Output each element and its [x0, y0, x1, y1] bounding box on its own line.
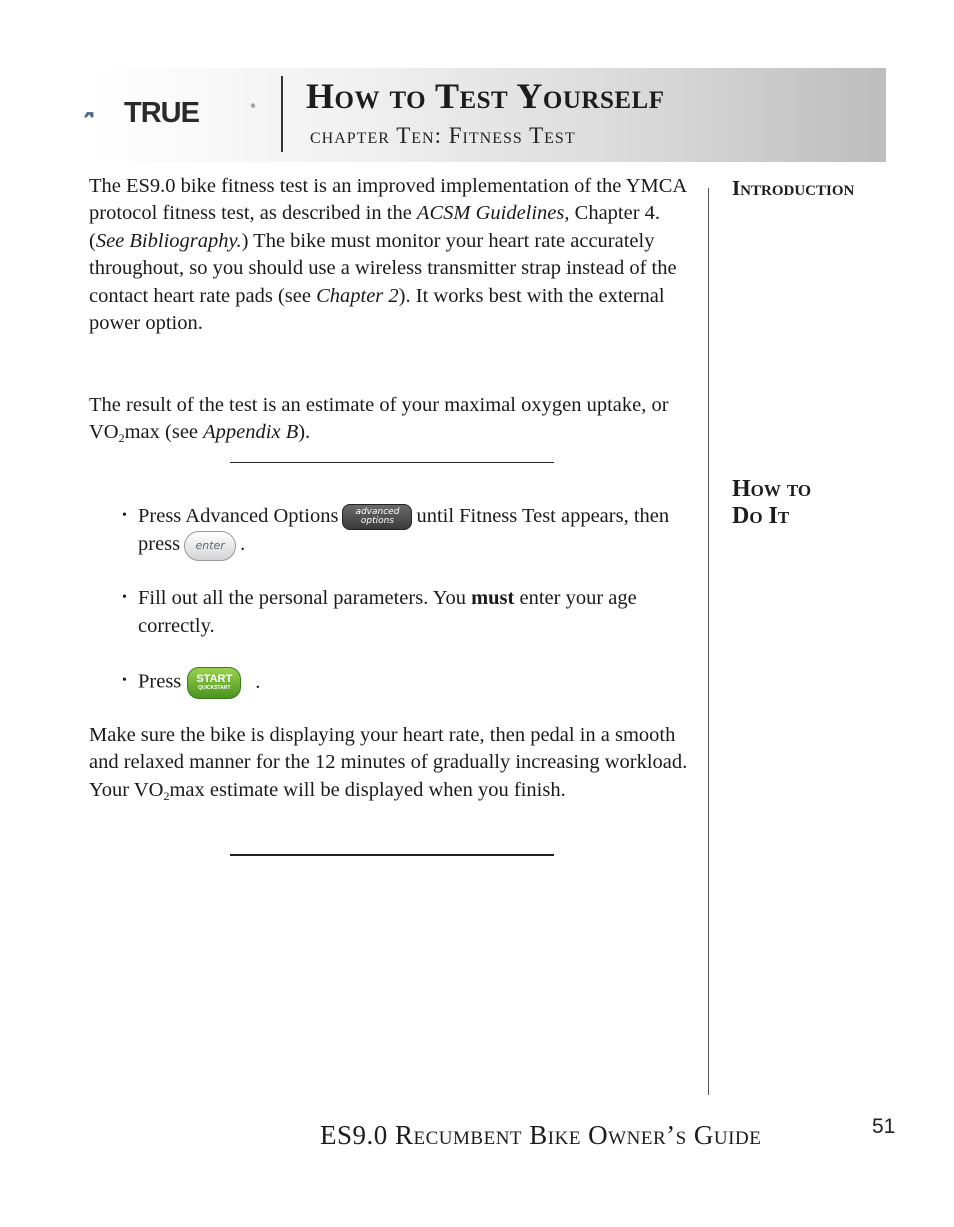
acsm-guidelines-ref: ACSM Guidelines: [416, 202, 565, 225]
p2-text-c: ).: [298, 421, 311, 444]
step-2-text-b: enter your age correctly.: [138, 587, 637, 637]
sidebar-how-to-line2: Do It: [732, 503, 790, 529]
p1-text-a: The ES9.0 bike fitness test is an improved implementation of the YMCA protocol fitness test, as described in the: [89, 175, 687, 225]
step-3-text-b: .: [255, 670, 261, 693]
advanced-options-label-2: options: [360, 516, 395, 527]
intro-paragraph: [89, 173, 699, 337]
true-logo-mark: [84, 104, 124, 126]
sidebar-how-to-line1: How to: [732, 476, 812, 502]
step-2-text-a: Fill out all the personal parameters. You: [138, 587, 472, 609]
procedure-paragraph: [89, 722, 699, 804]
p3-text-a: Make sure the bike is displaying your heart rate, then pedal in a smooth and relaxed manner for the 12 minutes of gradually increasing workload. Your VO: [89, 724, 688, 801]
enter-button[interactable]: enter: [184, 531, 236, 561]
header-divider: [281, 76, 283, 152]
sidebar-rule: [708, 188, 709, 1095]
section-divider-top: [230, 462, 554, 463]
p2-text-a: The result of the test is an estimate of your maximal oxygen uptake, or VO: [89, 394, 669, 444]
vo2-subscript: 2: [163, 788, 170, 803]
p1-text-c: ) The bike must monitor your heart rate accurately throughout, so you should use a wireless transmitter strap instead of the contact heart rate pads (see: [89, 229, 677, 307]
step-1-text-c: .: [240, 533, 246, 556]
start-button[interactable]: [187, 667, 241, 699]
sidebar-heading-introduction: Introduction: [732, 176, 855, 200]
step-3-text-a: Press: [138, 670, 182, 693]
bullet-dot: •: [122, 508, 127, 523]
page-number: 51: [872, 1115, 896, 1138]
p2-text-b: max (see: [124, 421, 204, 444]
quickstart-label: QUICKSTART: [198, 685, 231, 691]
see-bibliography-ref: See Bibliography.: [95, 229, 242, 252]
vo2-subscript: 2: [118, 431, 125, 446]
p3-text-b: max estimate will be displayed when you finish.: [169, 778, 566, 801]
sidebar-heading-how-to: [732, 476, 811, 530]
result-paragraph: [89, 392, 699, 447]
chapter-subtitle: chapter Ten: Fitness Test: [310, 123, 576, 148]
start-label: START: [196, 673, 233, 685]
appendix-b-ref: Appendix B: [203, 421, 299, 444]
advanced-options-label-1: advanced: [355, 507, 400, 518]
step-1-text-b: until Fitness Test appears, then press: [138, 505, 670, 556]
logo-text: TRUE: [124, 97, 199, 129]
bullet-dot: •: [122, 673, 127, 688]
step-1-text-a: Press Advanced Options: [138, 505, 339, 527]
advanced-options-button[interactable]: [342, 504, 412, 530]
p1-text-b: , Chapter 4. (: [89, 202, 661, 252]
p1-text-d: ). It works best with the external power option.: [89, 284, 665, 335]
emphasis-must: must: [471, 587, 515, 609]
footer-guide-title: ES9.0 Recumbent Bike Owner’s Guide: [320, 1120, 762, 1150]
page-title: How to Test Yourself: [306, 76, 665, 116]
chapter-2-ref: Chapter 2: [316, 284, 399, 307]
registered-mark: ®: [250, 103, 256, 110]
bullet-dot: •: [122, 590, 127, 605]
section-divider-bottom: [230, 854, 554, 856]
